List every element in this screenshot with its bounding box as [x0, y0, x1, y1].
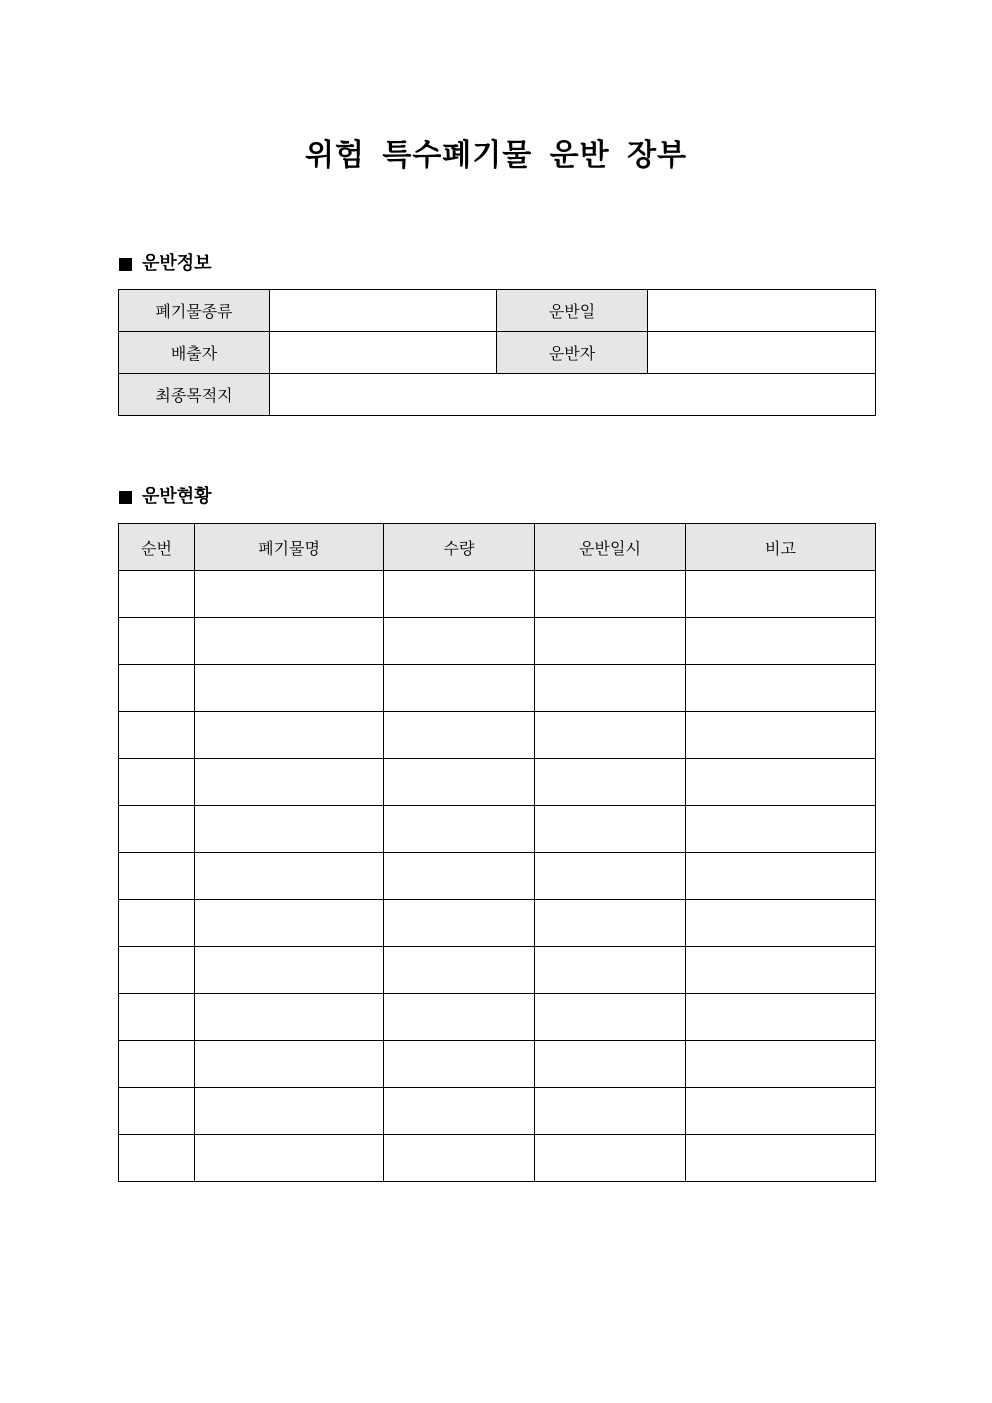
column-header-remarks: 비고	[686, 524, 876, 571]
waste-type-field[interactable]	[270, 290, 497, 332]
waste-name-cell[interactable]	[195, 1041, 384, 1088]
transport-datetime-cell[interactable]	[535, 1088, 686, 1135]
table-row	[119, 853, 876, 900]
quantity-cell[interactable]	[384, 759, 535, 806]
seq-cell[interactable]	[119, 1041, 195, 1088]
waste-name-cell[interactable]	[195, 618, 384, 665]
waste-name-cell[interactable]	[195, 806, 384, 853]
column-header-seq: 순번	[119, 524, 195, 571]
remarks-cell[interactable]	[686, 994, 876, 1041]
transport-datetime-cell[interactable]	[535, 618, 686, 665]
waste-name-cell[interactable]	[195, 1135, 384, 1182]
seq-cell[interactable]	[119, 994, 195, 1041]
transport-datetime-cell[interactable]	[535, 853, 686, 900]
table-row	[119, 571, 876, 618]
remarks-cell[interactable]	[686, 1088, 876, 1135]
transport-datetime-cell[interactable]	[535, 947, 686, 994]
table-row	[119, 1041, 876, 1088]
seq-cell[interactable]	[119, 806, 195, 853]
quantity-cell[interactable]	[384, 665, 535, 712]
waste-name-cell[interactable]	[195, 665, 384, 712]
remarks-cell[interactable]	[686, 853, 876, 900]
black-square-icon	[119, 491, 132, 504]
remarks-cell[interactable]	[686, 618, 876, 665]
quantity-cell[interactable]	[384, 1088, 535, 1135]
waste-name-cell[interactable]	[195, 1088, 384, 1135]
waste-name-cell[interactable]	[195, 853, 384, 900]
table-row	[119, 290, 876, 332]
generator-field[interactable]	[270, 332, 497, 374]
transport-datetime-cell[interactable]	[535, 571, 686, 618]
remarks-cell[interactable]	[686, 571, 876, 618]
quantity-cell[interactable]	[384, 994, 535, 1041]
waste-type-label: 폐기물종류	[119, 290, 270, 332]
final-destination-label: 최종목적지	[119, 374, 270, 416]
seq-cell[interactable]	[119, 853, 195, 900]
quantity-cell[interactable]	[384, 853, 535, 900]
transport-datetime-cell[interactable]	[535, 1135, 686, 1182]
final-destination-field[interactable]	[270, 374, 876, 416]
quantity-cell[interactable]	[384, 1041, 535, 1088]
quantity-cell[interactable]	[384, 1135, 535, 1182]
remarks-cell[interactable]	[686, 759, 876, 806]
table-header-row	[119, 524, 876, 571]
table-row	[119, 994, 876, 1041]
table-row	[119, 374, 876, 416]
quantity-cell[interactable]	[384, 900, 535, 947]
table-row	[119, 712, 876, 759]
black-square-icon	[119, 258, 132, 271]
quantity-cell[interactable]	[384, 806, 535, 853]
generator-label: 배출자	[119, 332, 270, 374]
seq-cell[interactable]	[119, 571, 195, 618]
waste-name-cell[interactable]	[195, 712, 384, 759]
transport-info-table	[118, 289, 876, 416]
transport-datetime-cell[interactable]	[535, 759, 686, 806]
transport-datetime-cell[interactable]	[535, 1041, 686, 1088]
quantity-cell[interactable]	[384, 571, 535, 618]
waste-name-cell[interactable]	[195, 900, 384, 947]
remarks-cell[interactable]	[686, 665, 876, 712]
section-heading-label: 운반정보	[142, 253, 212, 274]
transport-datetime-cell[interactable]	[535, 900, 686, 947]
waste-name-cell[interactable]	[195, 947, 384, 994]
table-row	[119, 1135, 876, 1182]
transporter-label: 운반자	[497, 332, 648, 374]
section-heading-label: 운반현황	[142, 486, 212, 507]
quantity-cell[interactable]	[384, 712, 535, 759]
transport-status-body	[119, 571, 876, 1182]
column-header-quantity: 수량	[384, 524, 535, 571]
quantity-cell[interactable]	[384, 618, 535, 665]
transport-datetime-cell[interactable]	[535, 665, 686, 712]
table-row	[119, 806, 876, 853]
seq-cell[interactable]	[119, 759, 195, 806]
table-row	[119, 759, 876, 806]
remarks-cell[interactable]	[686, 947, 876, 994]
seq-cell[interactable]	[119, 900, 195, 947]
table-row	[119, 947, 876, 994]
transport-date-label: 운반일	[497, 290, 648, 332]
waste-name-cell[interactable]	[195, 571, 384, 618]
transport-datetime-cell[interactable]	[535, 712, 686, 759]
remarks-cell[interactable]	[686, 1041, 876, 1088]
seq-cell[interactable]	[119, 618, 195, 665]
section-heading-transport-status	[119, 485, 212, 509]
transport-status-table	[118, 523, 876, 1182]
table-row	[119, 332, 876, 374]
transporter-field[interactable]	[648, 332, 876, 374]
seq-cell[interactable]	[119, 712, 195, 759]
seq-cell[interactable]	[119, 1088, 195, 1135]
column-header-transport-datetime: 운반일시	[535, 524, 686, 571]
table-row	[119, 900, 876, 947]
table-row	[119, 1088, 876, 1135]
transport-datetime-cell[interactable]	[535, 806, 686, 853]
seq-cell[interactable]	[119, 947, 195, 994]
waste-name-cell[interactable]	[195, 759, 384, 806]
remarks-cell[interactable]	[686, 806, 876, 853]
column-header-waste-name: 폐기물명	[195, 524, 384, 571]
table-row	[119, 665, 876, 712]
remarks-cell[interactable]	[686, 900, 876, 947]
seq-cell[interactable]	[119, 1135, 195, 1182]
transport-datetime-cell[interactable]	[535, 994, 686, 1041]
table-row	[119, 618, 876, 665]
document-title: 위험 특수폐기물 운반 장부	[304, 138, 688, 173]
remarks-cell[interactable]	[686, 712, 876, 759]
remarks-cell[interactable]	[686, 1135, 876, 1182]
transport-date-field[interactable]	[648, 290, 876, 332]
section-heading-transport-info	[119, 252, 212, 276]
seq-cell[interactable]	[119, 665, 195, 712]
quantity-cell[interactable]	[384, 947, 535, 994]
waste-name-cell[interactable]	[195, 994, 384, 1041]
